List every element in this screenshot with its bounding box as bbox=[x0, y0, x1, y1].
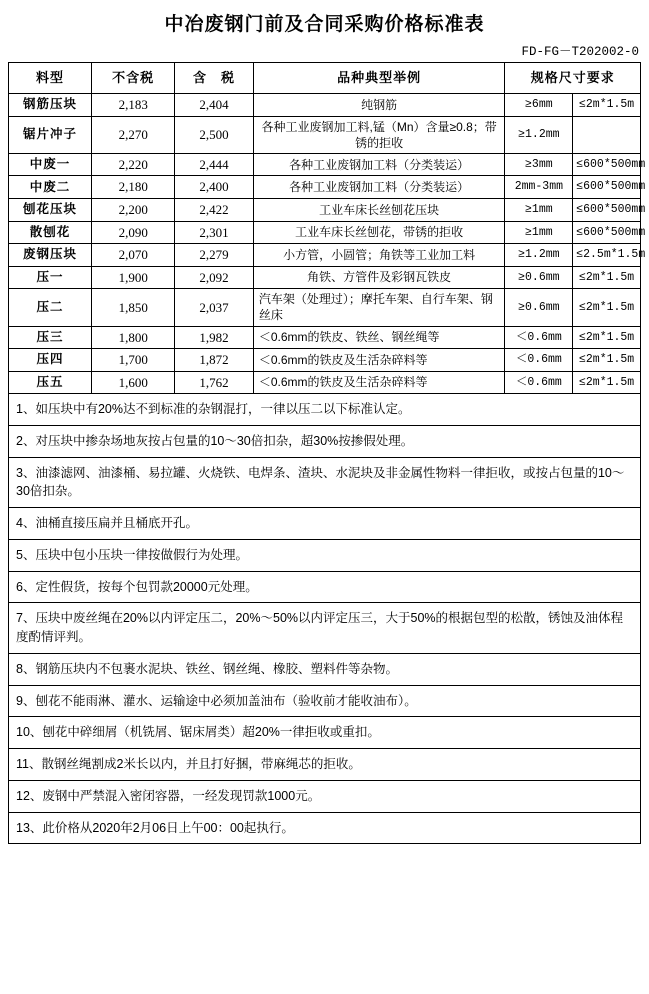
note-text: 2、对压块中掺杂场地灰按占包量的10～30倍扣杂，超30%按掺假处理。 bbox=[16, 433, 414, 448]
note-text: 9、刨花不能雨淋、灌水、运输途中必须加盖油布（验收前才能收油布）。 bbox=[16, 693, 417, 708]
cell-example: 工业车床长丝刨花，带锈的拒收 bbox=[253, 221, 505, 244]
table-row bbox=[9, 153, 641, 176]
note-item bbox=[8, 781, 641, 813]
cell-spec-thickness: ＜0.6mm bbox=[505, 371, 573, 394]
cell-price-excl-tax: 2,070 bbox=[92, 244, 175, 267]
cell-price-excl-tax: 1,600 bbox=[92, 371, 175, 394]
cell-spec-thickness: 2mm-3mm bbox=[505, 176, 573, 199]
notes-list bbox=[8, 394, 641, 844]
cell-example: 小方管，小圆管；角铁等工业加工料 bbox=[253, 244, 505, 267]
cell-type: 废钢压块 bbox=[9, 244, 92, 267]
cell-spec-thickness: ≥3mm bbox=[505, 153, 573, 176]
cell-price-excl-tax: 1,900 bbox=[92, 266, 175, 289]
column-header-spec: 规格尺寸要求 bbox=[505, 63, 641, 94]
cell-price-excl-tax: 2,090 bbox=[92, 221, 175, 244]
cell-price-incl-tax: 2,404 bbox=[175, 94, 254, 117]
cell-price-excl-tax: 2,220 bbox=[92, 153, 175, 176]
cell-spec-thickness: ≥1.2mm bbox=[505, 244, 573, 267]
cell-example: 纯钢筋 bbox=[253, 94, 505, 117]
cell-spec-size: ≤2m*1.5m bbox=[573, 266, 641, 289]
note-item bbox=[8, 603, 641, 654]
cell-type: 压五 bbox=[9, 371, 92, 394]
note-text: 11、散钢丝绳割成2米长以内，并且打好捆，带麻绳芯的拒收。 bbox=[16, 757, 361, 772]
note-item bbox=[8, 540, 641, 572]
note-text: 7、压块中废丝绳在20%以内评定压二，20%～50%以内评定压三，大于50%的根据包型的松散，锈蚀及油体程度酌情评判。 bbox=[16, 611, 624, 645]
note-item bbox=[8, 813, 641, 845]
table-row bbox=[9, 176, 641, 199]
note-item bbox=[8, 654, 641, 686]
cell-price-incl-tax: 2,422 bbox=[175, 199, 254, 222]
note-text: 3、油漆滤网、油漆桶、易拉罐、火烧铁、电焊条、渣块、水泥块及非金属性物料一律拒收，或按占包量的10～30倍扣杂。 bbox=[16, 465, 625, 499]
cell-example: 汽车架（处理过）；摩托车架、自行车架、钢丝床 bbox=[253, 289, 505, 326]
cell-spec-thickness: ＜0.6mm bbox=[505, 349, 573, 372]
cell-type: 中废一 bbox=[9, 153, 92, 176]
cell-example: 角铁、方管件及彩钢瓦铁皮 bbox=[253, 266, 505, 289]
cell-price-excl-tax: 1,700 bbox=[92, 349, 175, 372]
cell-price-incl-tax: 2,301 bbox=[175, 221, 254, 244]
table-row bbox=[9, 221, 641, 244]
cell-spec-size: ≤600*500mm bbox=[573, 199, 641, 222]
cell-example: 各种工业废钢加工料（分类装运） bbox=[253, 176, 505, 199]
table-row bbox=[9, 116, 641, 153]
note-text: 13、此价格从2020年2月06日上午00：00起执行。 bbox=[16, 820, 294, 835]
column-header-price-incl-tax: 含 税 bbox=[175, 63, 254, 94]
table-row bbox=[9, 371, 641, 394]
cell-spec-size: ≤2m*1.5m bbox=[573, 94, 641, 117]
price-table bbox=[8, 62, 646, 394]
note-text: 8、钢筋压块内不包裹水泥块、铁丝、钢丝绳、橡胶、塑料件等杂物。 bbox=[16, 661, 398, 676]
cell-price-excl-tax: 2,200 bbox=[92, 199, 175, 222]
cell-spec-size: ≤2m*1.5m bbox=[573, 326, 641, 349]
cell-spec-thickness: ＜0.6mm bbox=[505, 326, 573, 349]
cell-type: 钢筋压块 bbox=[9, 94, 92, 117]
table-row bbox=[9, 349, 641, 372]
cell-spec-thickness: ≥1.2mm bbox=[505, 116, 573, 153]
cell-type: 压三 bbox=[9, 326, 92, 349]
cell-type: 压二 bbox=[9, 289, 92, 326]
cell-spec-thickness: ≥0.6mm bbox=[505, 289, 573, 326]
note-item bbox=[8, 394, 641, 426]
table-row bbox=[9, 289, 641, 326]
cell-price-incl-tax: 2,500 bbox=[175, 116, 254, 153]
note-item bbox=[8, 458, 641, 509]
table-header bbox=[9, 63, 641, 94]
cell-example: 各种工业废钢加工料,锰（Mn）含量≥0.8；带锈的拒收 bbox=[253, 116, 505, 153]
page-title: 中冶废钢门前及合同采购价格标准表 bbox=[164, 14, 485, 35]
note-text: 5、压块中包小压块一律按做假行为处理。 bbox=[16, 547, 248, 562]
cell-spec-size: ≤600*500mm bbox=[573, 153, 641, 176]
column-header-price-excl-tax: 不含税 bbox=[92, 63, 175, 94]
cell-type: 锯片冲子 bbox=[9, 116, 92, 153]
note-text: 4、油桶直接压扁并且桶底开孔。 bbox=[16, 516, 198, 531]
cell-type: 中废二 bbox=[9, 176, 92, 199]
note-text: 1、如压块中有20%达不到标准的杂钢混打，一律以压二以下标准认定。 bbox=[16, 402, 411, 417]
cell-price-excl-tax: 1,800 bbox=[92, 326, 175, 349]
note-item bbox=[8, 749, 641, 781]
note-text: 10、刨花中碎细屑（机铣屑、锯床屑类）超20%一律拒收或重扣。 bbox=[16, 725, 380, 740]
cell-spec-size: ≤600*500mm bbox=[573, 221, 641, 244]
cell-spec-size: ≤2m*1.5m bbox=[573, 349, 641, 372]
cell-price-incl-tax: 2,400 bbox=[175, 176, 254, 199]
cell-price-excl-tax: 2,270 bbox=[92, 116, 175, 153]
cell-price-incl-tax: 1,762 bbox=[175, 371, 254, 394]
cell-spec-thickness: ≥6mm bbox=[505, 94, 573, 117]
document-code: FD-FG－T202002-0 bbox=[521, 45, 639, 59]
cell-example: ＜0.6mm的铁皮及生活杂碎料等 bbox=[253, 371, 505, 394]
note-text: 6、定性假货，按每个包罚款20000元处理。 bbox=[16, 579, 258, 594]
cell-spec-size: ≤2.5m*1.5m bbox=[573, 244, 641, 267]
note-item bbox=[8, 426, 641, 458]
cell-price-incl-tax: 1,872 bbox=[175, 349, 254, 372]
cell-example: ＜0.6mm的铁皮、铁丝、钢丝绳等 bbox=[253, 326, 505, 349]
cell-type: 压四 bbox=[9, 349, 92, 372]
cell-spec-size: ≤600*500mm bbox=[573, 176, 641, 199]
cell-price-excl-tax: 2,183 bbox=[92, 94, 175, 117]
cell-spec-size: ≤2m*1.5m bbox=[573, 371, 641, 394]
cell-price-excl-tax: 1,850 bbox=[92, 289, 175, 326]
table-row bbox=[9, 266, 641, 289]
cell-spec-size: ≤2m*1.5m bbox=[573, 289, 641, 326]
cell-price-incl-tax: 1,982 bbox=[175, 326, 254, 349]
note-item bbox=[8, 717, 641, 749]
cell-example: 工业车床长丝刨花压块 bbox=[253, 199, 505, 222]
cell-example: 各种工业废钢加工料（分类装运） bbox=[253, 153, 505, 176]
cell-spec-size bbox=[573, 116, 641, 153]
table-row bbox=[9, 244, 641, 267]
cell-price-excl-tax: 2,180 bbox=[92, 176, 175, 199]
table-header-row bbox=[9, 63, 641, 94]
note-item bbox=[8, 508, 641, 540]
cell-price-incl-tax: 2,444 bbox=[175, 153, 254, 176]
cell-example: ＜0.6mm的铁皮及生活杂碎料等 bbox=[253, 349, 505, 372]
table-row bbox=[9, 199, 641, 222]
note-item bbox=[8, 572, 641, 604]
column-header-examples: 品种典型举例 bbox=[253, 63, 505, 94]
cell-price-incl-tax: 2,279 bbox=[175, 244, 254, 267]
table-row bbox=[9, 94, 641, 117]
cell-type: 压一 bbox=[9, 266, 92, 289]
cell-spec-thickness: ≥0.6mm bbox=[505, 266, 573, 289]
table-body bbox=[9, 94, 646, 394]
note-text: 12、废钢中严禁混入密闭容器，一经发现罚款1000元。 bbox=[16, 788, 321, 803]
cell-price-incl-tax: 2,092 bbox=[175, 266, 254, 289]
cell-spec-thickness: ≥1mm bbox=[505, 199, 573, 222]
cell-type: 散刨花 bbox=[9, 221, 92, 244]
table-row bbox=[9, 326, 641, 349]
note-item bbox=[8, 686, 641, 718]
cell-spec-thickness: ≥1mm bbox=[505, 221, 573, 244]
column-header-type: 料型 bbox=[9, 63, 92, 94]
cell-type: 刨花压块 bbox=[9, 199, 92, 222]
cell-price-incl-tax: 2,037 bbox=[175, 289, 254, 326]
